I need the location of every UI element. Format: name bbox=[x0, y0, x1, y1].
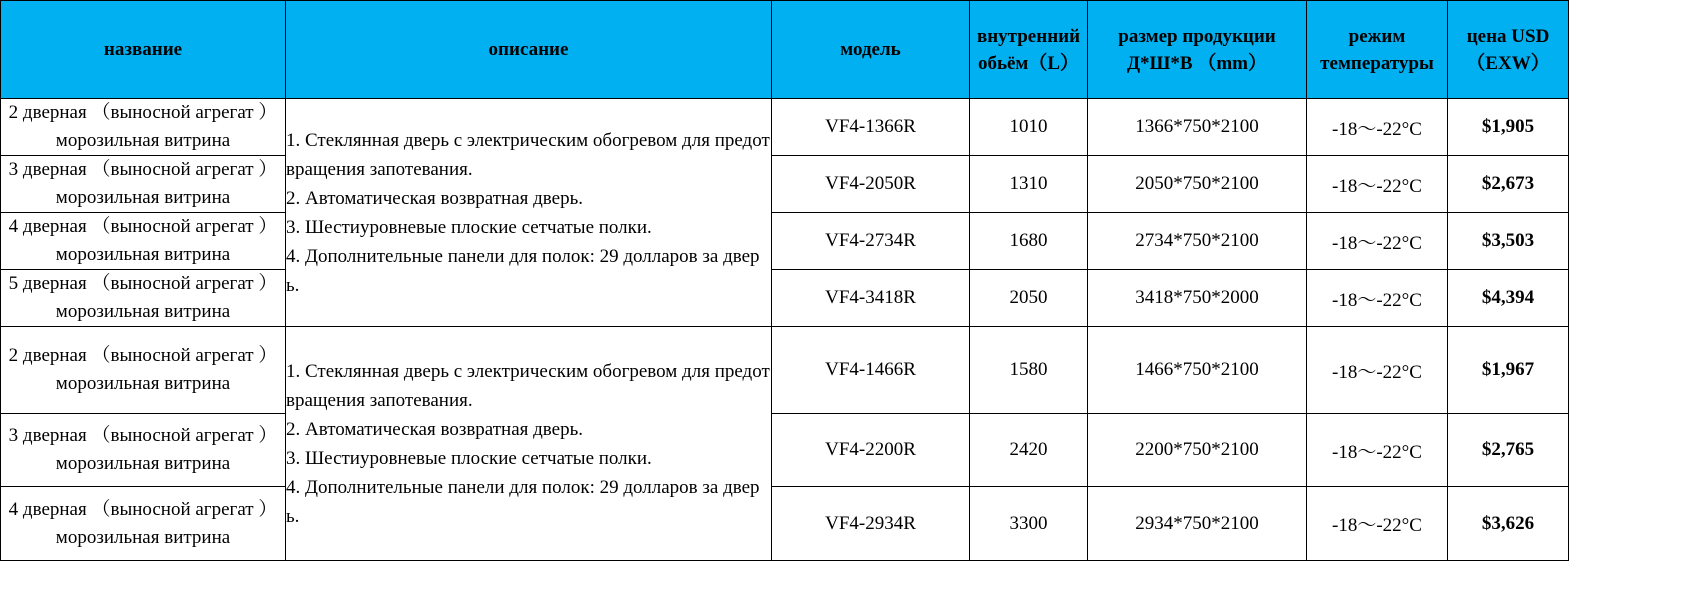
table-row bbox=[1, 414, 1569, 487]
header-name: название bbox=[1, 1, 286, 99]
table-row bbox=[1, 327, 1569, 414]
product-price: $3,626 bbox=[1448, 487, 1569, 561]
product-name: 2 дверная （выносной агрегат ）морозильная витрина bbox=[1, 99, 286, 156]
product-model: VF4-3418R bbox=[772, 270, 970, 327]
product-model: VF4-1366R bbox=[772, 99, 970, 156]
product-size: 3418*750*2000 bbox=[1088, 270, 1307, 327]
product-temperature: -18～-22°C bbox=[1307, 414, 1448, 487]
product-description: 1. Стеклянная дверь с электрическим обогревом для предотвращения запотевания. 2. Автоматическая возвратная дверь. 3. Шестиуровневые плоские сетчатые полки. 4. Дополнительные панели для полок: 29 долларов за дверь. bbox=[286, 327, 772, 561]
product-price: $1,967 bbox=[1448, 327, 1569, 414]
product-name: 4 дверная （выносной агрегат ）морозильная витрина bbox=[1, 487, 286, 561]
product-volume: 3300 bbox=[970, 487, 1088, 561]
header-size: размер продукции Д*Ш*В （mm） bbox=[1088, 1, 1307, 99]
table-row bbox=[1, 270, 1569, 327]
table-row bbox=[1, 99, 1569, 156]
product-volume: 1010 bbox=[970, 99, 1088, 156]
product-size: 2734*750*2100 bbox=[1088, 213, 1307, 270]
product-size: 2934*750*2100 bbox=[1088, 487, 1307, 561]
product-temperature: -18～-22°C bbox=[1307, 99, 1448, 156]
product-volume: 1580 bbox=[970, 327, 1088, 414]
product-volume: 2420 bbox=[970, 414, 1088, 487]
product-volume: 1680 bbox=[970, 213, 1088, 270]
product-temperature: -18～-22°C bbox=[1307, 270, 1448, 327]
product-description: 1. Стеклянная дверь с электрическим обогревом для предотвращения запотевания. 2. Автоматическая возвратная дверь. 3. Шестиуровневые плоские сетчатые полки. 4. Дополнительные панели для полок: 29 долларов за дверь. bbox=[286, 99, 772, 327]
product-temperature: -18～-22°C bbox=[1307, 327, 1448, 414]
product-size: 1466*750*2100 bbox=[1088, 327, 1307, 414]
header-description: описание bbox=[286, 1, 772, 99]
product-name: 5 дверная （выносной агрегат ）морозильная витрина bbox=[1, 270, 286, 327]
product-price: $1,905 bbox=[1448, 99, 1569, 156]
product-model: VF4-2734R bbox=[772, 213, 970, 270]
product-name: 4 дверная （выносной агрегат ）морозильная витрина bbox=[1, 213, 286, 270]
product-name: 3 дверная （выносной агрегат ）морозильная витрина bbox=[1, 414, 286, 487]
table-row bbox=[1, 487, 1569, 561]
product-size: 2200*750*2100 bbox=[1088, 414, 1307, 487]
header-price: цена USD（EXW） bbox=[1448, 1, 1569, 99]
product-model: VF4-2050R bbox=[772, 156, 970, 213]
product-size: 2050*750*2100 bbox=[1088, 156, 1307, 213]
header-volume: внутренний обьём（L） bbox=[970, 1, 1088, 99]
product-model: VF4-2934R bbox=[772, 487, 970, 561]
product-model: VF4-2200R bbox=[772, 414, 970, 487]
product-price: $2,673 bbox=[1448, 156, 1569, 213]
header-temperature: режим температуры bbox=[1307, 1, 1448, 99]
product-name: 2 дверная （выносной агрегат ）морозильная витрина bbox=[1, 327, 286, 414]
product-size: 1366*750*2100 bbox=[1088, 99, 1307, 156]
product-price: $2,765 bbox=[1448, 414, 1569, 487]
table-row bbox=[1, 213, 1569, 270]
table-row bbox=[1, 156, 1569, 213]
product-temperature: -18～-22°C bbox=[1307, 156, 1448, 213]
product-name: 3 дверная （выносной агрегат ）морозильная витрина bbox=[1, 156, 286, 213]
product-temperature: -18～-22°C bbox=[1307, 213, 1448, 270]
header-row bbox=[1, 1, 1569, 99]
product-volume: 1310 bbox=[970, 156, 1088, 213]
product-price: $4,394 bbox=[1448, 270, 1569, 327]
product-price: $3,503 bbox=[1448, 213, 1569, 270]
product-volume: 2050 bbox=[970, 270, 1088, 327]
header-model: модель bbox=[772, 1, 970, 99]
product-model: VF4-1466R bbox=[772, 327, 970, 414]
product-temperature: -18～-22°C bbox=[1307, 487, 1448, 561]
